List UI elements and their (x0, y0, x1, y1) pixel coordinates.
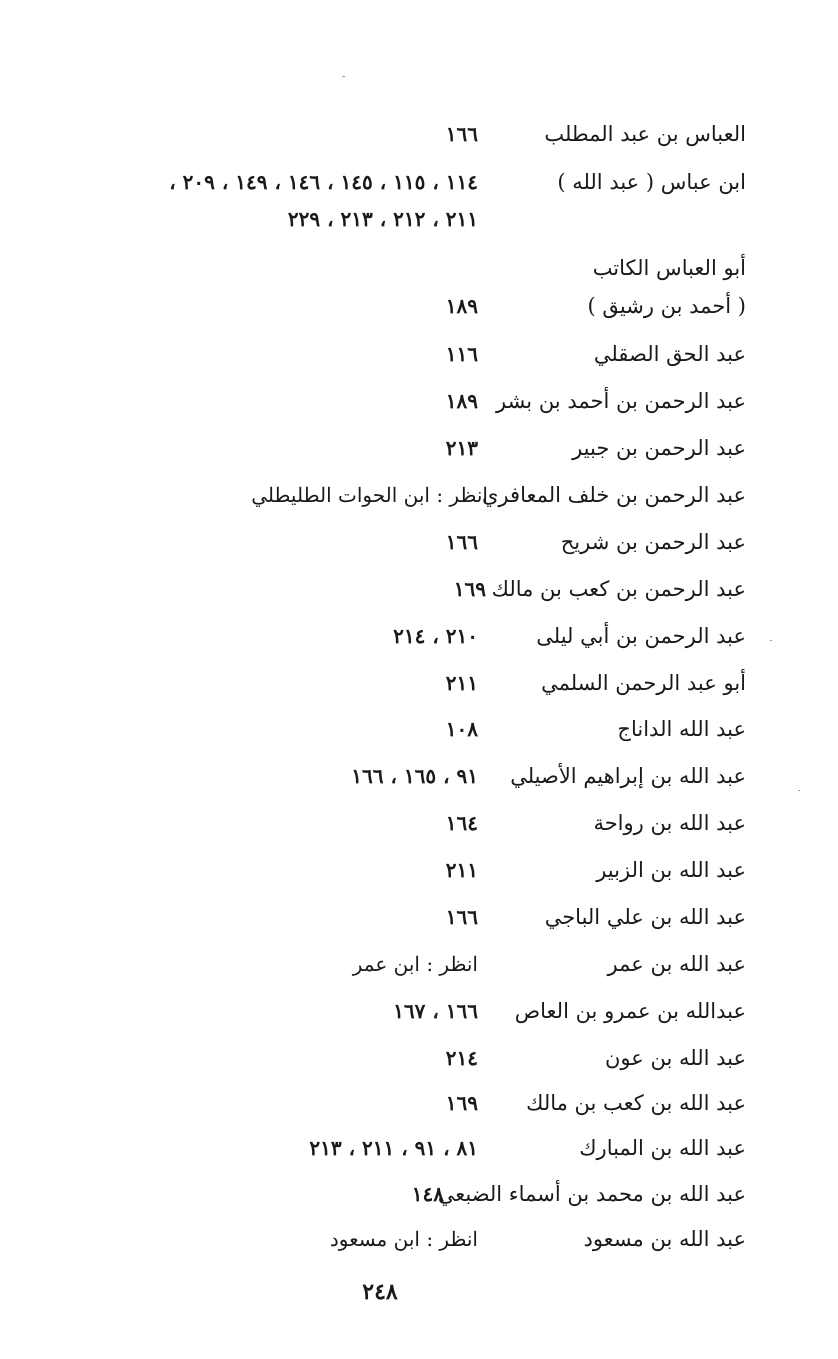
index-entry (46, 428, 746, 468)
entry-see-reference: انظر : ابن مسعود (329, 1227, 478, 1251)
index-entry (46, 709, 746, 749)
entry-page-refs: ٢١١ (445, 671, 478, 695)
entry-page-refs: ١٦٤ (445, 811, 478, 835)
index-entry (46, 1083, 746, 1123)
index-entry (46, 475, 746, 515)
index-entry (46, 248, 746, 288)
entry-page-refs: ٩١ ، ١٦٥ ، ١٦٦ (351, 764, 478, 788)
index-entry (46, 1038, 746, 1078)
index-entry (46, 1128, 746, 1168)
index-entry (46, 334, 746, 374)
index-entry (46, 286, 746, 326)
entry-name: عبد الله بن عون (605, 1046, 746, 1070)
entry-page-refs: ١٦٦ ، ١٦٧ (393, 999, 478, 1023)
entry-page-refs: ٢١٤ (445, 1046, 478, 1070)
entry-page-refs: ٢١٣ (445, 436, 478, 460)
index-entry (46, 803, 746, 843)
entry-name: عبد الله بن محمد بن أسماء الضبعي (437, 1182, 746, 1206)
index-entry-continuation (46, 199, 746, 239)
entry-name: عبد الله بن مسعود (583, 1227, 746, 1251)
entry-page-refs: ١٠٨ (445, 717, 478, 741)
index-entry (46, 944, 746, 984)
entry-name: عبد الرحمن بن أبي ليلى (536, 624, 746, 648)
entry-name: عبد الحق الصقلي (593, 342, 746, 366)
entry-name: عبد الله بن عمر (607, 952, 746, 976)
entry-name: ابن عباس ( عبد الله ) (557, 170, 746, 194)
entry-page-refs: ١١٦ (445, 342, 478, 366)
entry-page-refs: ١١٤ ، ١١٥ ، ١٤٥ ، ١٤٦ ، ١٤٩ ، ٢٠٩ ، (169, 170, 478, 194)
entry-see-reference: انظر : ابن عمر (352, 952, 478, 976)
entry-name: عبد الرحمن بن جبير (572, 436, 746, 460)
index-entry (46, 1219, 746, 1259)
entry-page-refs: ١٦٦ (445, 905, 478, 929)
index-entry (46, 756, 746, 796)
index-entry (46, 162, 746, 202)
entry-name: عبد الرحمن بن كعب بن مالك (491, 577, 746, 601)
entry-page-refs: ١٤٨ (411, 1182, 444, 1206)
index-entry (46, 897, 746, 937)
entry-name: عبد الرحمن بن أحمد بن بشر (495, 389, 746, 413)
entry-page-refs: ١٦٦ (445, 530, 478, 554)
entry-page-refs: ٢١١ ، ٢١٢ ، ٢١٣ ، ٢٢٩ (287, 207, 478, 231)
index-entry (46, 114, 746, 154)
entry-name: أبو العباس الكاتب (592, 256, 746, 280)
entry-name: العباس بن عبد المطلب (544, 122, 746, 146)
entry-see-reference: انظر : ابن الحوات الطليطلي (251, 483, 488, 507)
scan-speck (770, 640, 772, 641)
entry-name: عبد الله الداناج (617, 717, 746, 741)
entry-page-refs: ١٦٩ (445, 1091, 478, 1115)
index-entry (46, 991, 746, 1031)
entry-name: ( أحمد بن رشيق ) (587, 294, 746, 318)
index-entry (46, 569, 746, 609)
entry-page-refs: ١٨٩ (445, 389, 478, 413)
entry-page-refs: ٢١٠ ، ٢١٤ (393, 624, 478, 648)
index-entry (46, 850, 746, 890)
entry-name: أبو عبد الرحمن السلمي (541, 671, 746, 695)
index-entry (46, 522, 746, 562)
index-entry (46, 663, 746, 703)
entry-name: عبد الله بن إبراهيم الأصيلي (510, 764, 746, 788)
entry-name: عبد الله بن رواحة (593, 811, 746, 835)
entry-name: عبدالله بن عمرو بن العاص (514, 999, 746, 1023)
entry-page-refs: ٢١١ (445, 858, 478, 882)
entry-name: عبد الله بن الزبير (596, 858, 746, 882)
entry-page-refs: ١٦٩ (453, 577, 486, 601)
entry-name: عبد الله بن علي الباجي (544, 905, 746, 929)
entry-name: عبد الله بن كعب بن مالك (526, 1091, 746, 1115)
index-entry (46, 381, 746, 421)
index-entry (46, 616, 746, 656)
index-entry (46, 1174, 746, 1214)
entry-name: عبد الله بن المبارك (579, 1136, 746, 1160)
entry-page-refs: ٨١ ، ٩١ ، ٢١١ ، ٢١٣ (309, 1136, 478, 1160)
entry-name: عبد الرحمن بن شريح (560, 530, 746, 554)
entry-page-refs: ١٨٩ (445, 294, 478, 318)
entry-page-refs: ١٦٦ (445, 122, 478, 146)
page-number: ٢٤٨ (362, 1279, 398, 1305)
entry-name: عبد الرحمن بن خلف المعافري (482, 483, 746, 507)
scan-speck (798, 790, 800, 791)
scan-speck (342, 76, 345, 77)
